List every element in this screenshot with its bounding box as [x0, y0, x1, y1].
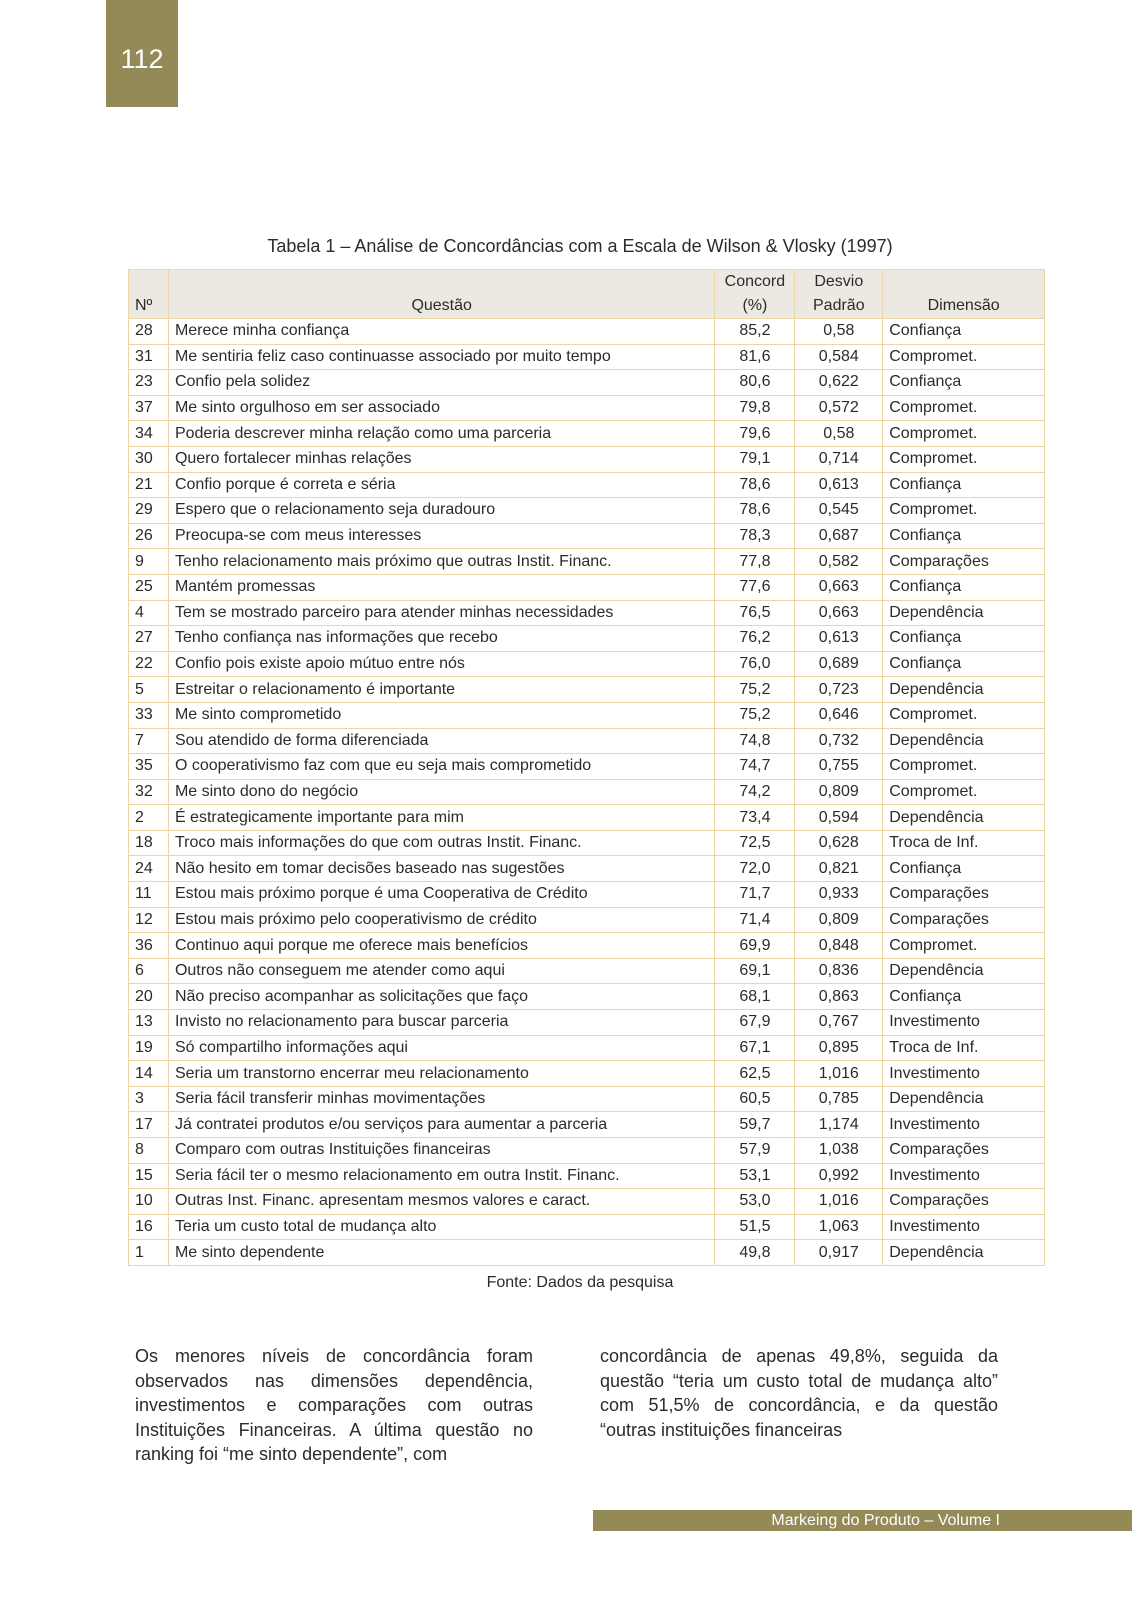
table-row [129, 779, 1045, 805]
cell-number: 9 [129, 549, 169, 575]
cell-question: Estou mais próximo pelo cooperativismo de crédito [168, 907, 714, 933]
cell-question: Me sinto comprometido [168, 702, 714, 728]
cell-std-dev: 0,545 [795, 498, 883, 524]
cell-concord: 80,6 [715, 370, 795, 396]
table-row [129, 728, 1045, 754]
body-paragraph-left: Os menores níveis de concordância foram observados nas dimensões dependência, investimentos e comparações com outras Instituições Financeiras. A última questão no ranking foi “me sinto dependente”, com [135, 1346, 533, 1464]
cell-dimension: Troca de Inf. [883, 830, 1045, 856]
cell-question: Não hesito em tomar decisões baseado nas sugestões [168, 856, 714, 882]
table-row [129, 882, 1045, 908]
table-row [129, 1010, 1045, 1036]
footer-bar [593, 1510, 1132, 1531]
cell-question: Me sinto orgulhoso em ser associado [168, 395, 714, 421]
cell-concord: 78,6 [715, 472, 795, 498]
cell-question: Me sinto dependente [168, 1240, 714, 1266]
table-title: Tabela 1 – Análise de Concordâncias com a Escala de Wilson & Vlosky (1997) [267, 236, 893, 256]
body-paragraph-right: concordância de apenas 49,8%, seguida da questão “teria um custo total de mudança alto” com 51,5% de concordância, e da questão “outras instituições financeiras [600, 1346, 998, 1440]
cell-number: 34 [129, 421, 169, 447]
cell-dimension: Comparações [883, 907, 1045, 933]
cell-question: O cooperativismo faz com que eu seja mais comprometido [168, 754, 714, 780]
cell-dimension: Dependência [883, 1086, 1045, 1112]
cell-number: 35 [129, 754, 169, 780]
cell-concord: 69,1 [715, 958, 795, 984]
cell-concord: 59,7 [715, 1112, 795, 1138]
cell-number: 10 [129, 1189, 169, 1215]
cell-question: Confio porque é correta e séria [168, 472, 714, 498]
cell-concord: 72,0 [715, 856, 795, 882]
cell-question: Já contratei produtos e/ou serviços para aumentar a parceria [168, 1112, 714, 1138]
cell-std-dev: 0,584 [795, 344, 883, 370]
cell-concord: 76,5 [715, 600, 795, 626]
cell-concord: 74,8 [715, 728, 795, 754]
cell-std-dev: 0,933 [795, 882, 883, 908]
cell-std-dev: 0,628 [795, 830, 883, 856]
table-row [129, 1138, 1045, 1164]
cell-std-dev: 0,687 [795, 523, 883, 549]
cell-concord: 62,5 [715, 1061, 795, 1087]
cell-number: 16 [129, 1214, 169, 1240]
cell-std-dev: 1,016 [795, 1189, 883, 1215]
cell-concord: 67,9 [715, 1010, 795, 1036]
table-row [129, 549, 1045, 575]
cell-concord: 72,5 [715, 830, 795, 856]
cell-question: Quero fortalecer minhas relações [168, 446, 714, 472]
cell-dimension: Dependência [883, 805, 1045, 831]
table-row [129, 472, 1045, 498]
cell-std-dev: 0,58 [795, 421, 883, 447]
cell-concord: 74,7 [715, 754, 795, 780]
cell-concord: 73,4 [715, 805, 795, 831]
cell-dimension: Compromet. [883, 395, 1045, 421]
cell-concord: 76,2 [715, 626, 795, 652]
table-row [129, 984, 1045, 1010]
cell-question: Mantém promessas [168, 574, 714, 600]
cell-number: 18 [129, 830, 169, 856]
table-header-row [129, 270, 1045, 319]
cell-number: 11 [129, 882, 169, 908]
cell-number: 23 [129, 370, 169, 396]
cell-dimension: Confiança [883, 523, 1045, 549]
table-row [129, 933, 1045, 959]
cell-question: Outras Inst. Financ. apresentam mesmos valores e caract. [168, 1189, 714, 1215]
cell-dimension: Confiança [883, 856, 1045, 882]
header-number: Nº [129, 270, 169, 319]
agreement-table [128, 269, 1045, 1266]
cell-number: 15 [129, 1163, 169, 1189]
table-row [129, 1214, 1045, 1240]
cell-dimension: Dependência [883, 1240, 1045, 1266]
cell-std-dev: 0,848 [795, 933, 883, 959]
cell-concord: 60,5 [715, 1086, 795, 1112]
cell-concord: 77,8 [715, 549, 795, 575]
cell-number: 2 [129, 805, 169, 831]
cell-number: 21 [129, 472, 169, 498]
cell-std-dev: 0,613 [795, 626, 883, 652]
cell-concord: 85,2 [715, 319, 795, 345]
cell-question: Tenho relacionamento mais próximo que outras Instit. Financ. [168, 549, 714, 575]
cell-question: Troco mais informações do que com outras Instit. Financ. [168, 830, 714, 856]
cell-number: 5 [129, 677, 169, 703]
cell-dimension: Investimento [883, 1061, 1045, 1087]
table-row [129, 523, 1045, 549]
cell-dimension: Compromet. [883, 779, 1045, 805]
cell-question: Só compartilho informações aqui [168, 1035, 714, 1061]
cell-dimension: Confiança [883, 651, 1045, 677]
table-row [129, 830, 1045, 856]
cell-question: Invisto no relacionamento para buscar parceria [168, 1010, 714, 1036]
cell-std-dev: 0,992 [795, 1163, 883, 1189]
cell-std-dev: 0,663 [795, 574, 883, 600]
cell-number: 26 [129, 523, 169, 549]
cell-dimension: Troca de Inf. [883, 1035, 1045, 1061]
cell-std-dev: 0,572 [795, 395, 883, 421]
cell-dimension: Confiança [883, 319, 1045, 345]
table-row [129, 626, 1045, 652]
cell-std-dev: 1,174 [795, 1112, 883, 1138]
cell-number: 8 [129, 1138, 169, 1164]
cell-number: 3 [129, 1086, 169, 1112]
cell-dimension: Comparações [883, 1138, 1045, 1164]
table-body [129, 319, 1045, 1266]
cell-std-dev: 0,594 [795, 805, 883, 831]
cell-number: 37 [129, 395, 169, 421]
table-row [129, 395, 1045, 421]
cell-question: Seria fácil ter o mesmo relacionamento em outra Instit. Financ. [168, 1163, 714, 1189]
cell-number: 13 [129, 1010, 169, 1036]
cell-dimension: Comparações [883, 1189, 1045, 1215]
cell-std-dev: 0,755 [795, 754, 883, 780]
cell-dimension: Compromet. [883, 344, 1045, 370]
cell-std-dev: 0,58 [795, 319, 883, 345]
cell-concord: 79,8 [715, 395, 795, 421]
table-row [129, 446, 1045, 472]
cell-number: 4 [129, 600, 169, 626]
cell-dimension: Confiança [883, 574, 1045, 600]
cell-question: Merece minha confiança [168, 319, 714, 345]
cell-concord: 75,2 [715, 677, 795, 703]
cell-std-dev: 0,821 [795, 856, 883, 882]
cell-number: 32 [129, 779, 169, 805]
cell-concord: 76,0 [715, 651, 795, 677]
cell-number: 25 [129, 574, 169, 600]
table-row [129, 805, 1045, 831]
cell-concord: 53,1 [715, 1163, 795, 1189]
header-question: Questão [168, 270, 714, 319]
cell-dimension: Investimento [883, 1214, 1045, 1240]
cell-std-dev: 1,063 [795, 1214, 883, 1240]
cell-number: 7 [129, 728, 169, 754]
cell-std-dev: 0,732 [795, 728, 883, 754]
cell-question: Me sinto dono do negócio [168, 779, 714, 805]
cell-dimension: Dependência [883, 677, 1045, 703]
cell-concord: 81,6 [715, 344, 795, 370]
cell-question: Não preciso acompanhar as solicitações que faço [168, 984, 714, 1010]
cell-concord: 68,1 [715, 984, 795, 1010]
cell-std-dev: 0,767 [795, 1010, 883, 1036]
cell-question: Preocupa-se com meus interesses [168, 523, 714, 549]
table-row [129, 651, 1045, 677]
cell-question: Confio pela solidez [168, 370, 714, 396]
cell-dimension: Compromet. [883, 421, 1045, 447]
cell-std-dev: 0,809 [795, 779, 883, 805]
cell-concord: 67,1 [715, 1035, 795, 1061]
cell-number: 24 [129, 856, 169, 882]
cell-concord: 57,9 [715, 1138, 795, 1164]
cell-std-dev: 0,689 [795, 651, 883, 677]
cell-number: 12 [129, 907, 169, 933]
cell-std-dev: 0,863 [795, 984, 883, 1010]
cell-dimension: Investimento [883, 1112, 1045, 1138]
cell-question: Tem se mostrado parceiro para atender minhas necessidades [168, 600, 714, 626]
cell-number: 30 [129, 446, 169, 472]
cell-dimension: Investimento [883, 1010, 1045, 1036]
cell-dimension: Confiança [883, 626, 1045, 652]
cell-question: Espero que o relacionamento seja duradouro [168, 498, 714, 524]
cell-concord: 71,4 [715, 907, 795, 933]
cell-question: Seria fácil transferir minhas movimentações [168, 1086, 714, 1112]
cell-std-dev: 0,895 [795, 1035, 883, 1061]
cell-dimension: Compromet. [883, 933, 1045, 959]
cell-std-dev: 0,663 [795, 600, 883, 626]
cell-dimension: Confiança [883, 370, 1045, 396]
cell-concord: 75,2 [715, 702, 795, 728]
cell-dimension: Dependência [883, 958, 1045, 984]
cell-question: Sou atendido de forma diferenciada [168, 728, 714, 754]
header-std-dev: Desvio Padrão [795, 270, 883, 319]
cell-number: 20 [129, 984, 169, 1010]
table-row [129, 1035, 1045, 1061]
cell-std-dev: 0,809 [795, 907, 883, 933]
cell-std-dev: 0,613 [795, 472, 883, 498]
cell-number: 14 [129, 1061, 169, 1087]
page-number-tab [106, 0, 178, 107]
cell-number: 27 [129, 626, 169, 652]
cell-std-dev: 0,836 [795, 958, 883, 984]
cell-dimension: Compromet. [883, 446, 1045, 472]
cell-dimension: Dependência [883, 600, 1045, 626]
cell-dimension: Comparações [883, 882, 1045, 908]
cell-concord: 79,1 [715, 446, 795, 472]
cell-question: Outros não conseguem me atender como aqui [168, 958, 714, 984]
table-row [129, 958, 1045, 984]
table-row [129, 1086, 1045, 1112]
cell-concord: 51,5 [715, 1214, 795, 1240]
header-concord: Concord (%) [715, 270, 795, 319]
table-row [129, 574, 1045, 600]
cell-number: 36 [129, 933, 169, 959]
cell-concord: 79,6 [715, 421, 795, 447]
cell-dimension: Comparações [883, 549, 1045, 575]
cell-concord: 77,6 [715, 574, 795, 600]
table-row [129, 370, 1045, 396]
table-row [129, 1112, 1045, 1138]
cell-number: 19 [129, 1035, 169, 1061]
cell-std-dev: 1,016 [795, 1061, 883, 1087]
cell-number: 22 [129, 651, 169, 677]
cell-question: Me sentiria feliz caso continuasse associado por muito tempo [168, 344, 714, 370]
cell-std-dev: 0,785 [795, 1086, 883, 1112]
cell-dimension: Confiança [883, 984, 1045, 1010]
table-row [129, 421, 1045, 447]
cell-concord: 49,8 [715, 1240, 795, 1266]
cell-question: Estreitar o relacionamento é importante [168, 677, 714, 703]
table-row [129, 907, 1045, 933]
table-row [129, 677, 1045, 703]
cell-question: Confio pois existe apoio mútuo entre nós [168, 651, 714, 677]
cell-std-dev: 1,038 [795, 1138, 883, 1164]
cell-dimension: Investimento [883, 1163, 1045, 1189]
table-row [129, 1061, 1045, 1087]
table-row [129, 1240, 1045, 1266]
footer-text: Markeing do Produto – Volume I [771, 1512, 1000, 1529]
cell-concord: 69,9 [715, 933, 795, 959]
table-row [129, 1163, 1045, 1189]
cell-number: 33 [129, 702, 169, 728]
cell-question: Continuo aqui porque me oferece mais benefícios [168, 933, 714, 959]
cell-concord: 71,7 [715, 882, 795, 908]
table-row [129, 856, 1045, 882]
cell-std-dev: 0,582 [795, 549, 883, 575]
cell-number: 6 [129, 958, 169, 984]
table-row [129, 754, 1045, 780]
cell-question: Estou mais próximo porque é uma Cooperativa de Crédito [168, 882, 714, 908]
cell-number: 17 [129, 1112, 169, 1138]
cell-dimension: Compromet. [883, 754, 1045, 780]
cell-number: 1 [129, 1240, 169, 1266]
table-row [129, 319, 1045, 345]
cell-question: Seria um transtorno encerrar meu relacionamento [168, 1061, 714, 1087]
cell-concord: 74,2 [715, 779, 795, 805]
cell-std-dev: 0,646 [795, 702, 883, 728]
cell-dimension: Dependência [883, 728, 1045, 754]
cell-dimension: Confiança [883, 472, 1045, 498]
cell-question: Poderia descrever minha relação como uma parceria [168, 421, 714, 447]
cell-number: 29 [129, 498, 169, 524]
cell-std-dev: 0,714 [795, 446, 883, 472]
cell-concord: 78,3 [715, 523, 795, 549]
cell-std-dev: 0,917 [795, 1240, 883, 1266]
table-row [129, 1189, 1045, 1215]
cell-concord: 53,0 [715, 1189, 795, 1215]
cell-question: Teria um custo total de mudança alto [168, 1214, 714, 1240]
table-row [129, 344, 1045, 370]
table-row [129, 702, 1045, 728]
header-dimension: Dimensão [883, 270, 1045, 319]
cell-number: 31 [129, 344, 169, 370]
cell-dimension: Compromet. [883, 702, 1045, 728]
table-row [129, 498, 1045, 524]
cell-number: 28 [129, 319, 169, 345]
cell-question: Tenho confiança nas informações que recebo [168, 626, 714, 652]
cell-question: É estrategicamente importante para mim [168, 805, 714, 831]
cell-question: Comparo com outras Instituições financeiras [168, 1138, 714, 1164]
page-number: 112 [120, 44, 164, 74]
cell-dimension: Compromet. [883, 498, 1045, 524]
table-row [129, 600, 1045, 626]
cell-std-dev: 0,723 [795, 677, 883, 703]
cell-concord: 78,6 [715, 498, 795, 524]
cell-std-dev: 0,622 [795, 370, 883, 396]
table-source: Fonte: Dados da pesquisa [486, 1274, 674, 1291]
